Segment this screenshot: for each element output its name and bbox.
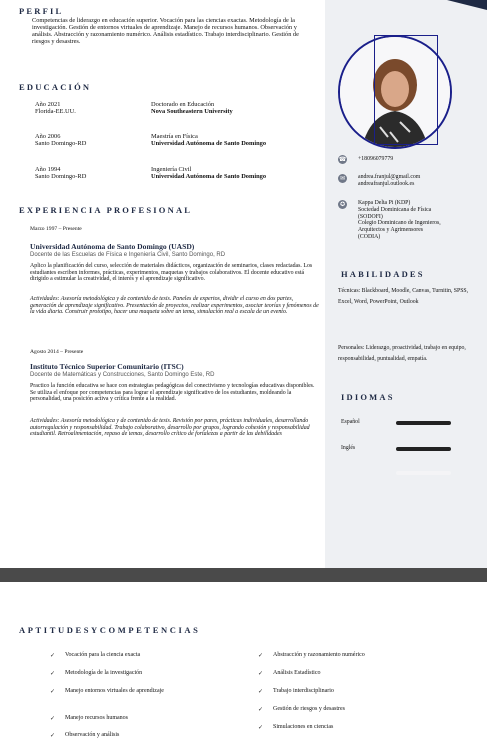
edu-place: Santo Domingo-RD [35, 140, 87, 148]
org-line: Colegio Dominicano de Ingenieros, [358, 220, 441, 227]
organization-icon: ✪ [339, 201, 346, 208]
edu-year: Año 2006 [35, 133, 61, 140]
skills-technical: Técnicas: Blackboard, Moodle, Canvas, Turnitin, SPSS, Excel, Word, PowerPoint, Outlook [338, 288, 469, 305]
cv-page-2: APTITUDESYCOMPETENCIAS ✓ Vocación para la ciencia exacta ✓ Metodología de la investigación ✓ Manejo entornos virtuales de aprendizaje ✓ Manejo recursos humanos ✓ Observación y análisis ✓ Abstracción y razonamiento numérico ✓ Análisis Estadístico ✓ Trabajo interdisciplinario ✓ Gestión de riesgos y desastres ✓ Simulaciones en ciencias [0, 582, 487, 745]
habilidades-heading: HABILIDADES [341, 269, 425, 279]
email-icon: ✉ [339, 175, 346, 182]
photo-frame [374, 35, 438, 145]
org-line: Arquitectos y Agrimensores [358, 227, 424, 234]
exp-org: Instituto Técnico Superior Comunitario (ITSC) [30, 362, 184, 371]
org-line: (CODIA) [358, 233, 381, 240]
language-level-bar [396, 447, 451, 451]
check-icon: ✓ [50, 732, 56, 739]
check-icon: ✓ [50, 670, 56, 677]
educacion-heading: EDUCACIÓN [19, 82, 92, 92]
edu-year: Año 1994 [35, 166, 61, 173]
skills-personal: Personales: Liderazgo, proactividad, trabajo en equipo, responsabilidad, puntualidad, empatía. [338, 345, 466, 362]
exp-date: Marzo 1997 – Presente [30, 226, 82, 232]
edu-year: Año 2021 [35, 101, 61, 108]
phone-text: +18096079779 [358, 156, 394, 162]
email-secondary[interactable]: andreafranjul.outlook.es [358, 180, 415, 187]
check-icon: ✓ [258, 670, 264, 677]
edu-school: Universidad Autónoma de Santo Domingo [151, 173, 267, 181]
check-icon: ✓ [258, 652, 264, 659]
edu-degree: Doctorado en Educación [151, 101, 215, 108]
check-icon: ✓ [258, 706, 264, 713]
phone-icon: ☎ [338, 156, 347, 163]
language-level-bar [396, 471, 451, 475]
exp-description: Practico la función educativa se hace con estrategias pedagógicas del conectivismo y tecnologías educativas disponibles. Se utiliza el enfoque por competencias para lograr el aprendizaje significativo de los estudiantes, moldeando la personalidad, una posición activa y crítica frente a la realidad. [30, 383, 315, 403]
org-line: Sociedad Dominicana de Física [358, 206, 432, 213]
exp-position: Docente de Matemáticas y Construcciones, Santo Domingo Este, RD [30, 372, 215, 378]
exp-activities: Actividades: Asesoría metodológica y de contenido de tesis. Paneles de expertos, dividir el curso en dos partes, generación de aprendizaje significativo. Presentación de proyectos, realizar experimentos, asociar teorías y fenómenos de la vida diaria. Construir prototipo, hacer una maqueta sobre un tema, simulación real a escala de un evento. [30, 296, 319, 316]
edu-place: Florida-EE.UU. [35, 108, 76, 116]
experiencia-heading: EXPERIENCIA PROFESIONAL [19, 205, 193, 215]
edu-place: Santo Domingo-RD [35, 173, 87, 181]
exp-date: Agosto 2014 – Presente [30, 349, 84, 355]
org-line: Kappa Delta Pi (KDP) [358, 200, 411, 206]
language-level-fill [396, 447, 451, 451]
exp-position: Docente de las Escuelas de Física e Ingeniería Civil, Santo Domingo, RD [30, 252, 226, 258]
language-level-bar [396, 421, 451, 425]
check-icon: ✓ [258, 688, 264, 695]
email-primary[interactable]: andrea.franjul@gmail.com [358, 174, 421, 180]
edu-degree: Ingeniería Civil [151, 166, 192, 173]
perfil-heading: PERFIL [19, 6, 64, 16]
edu-school: Universidad Autónoma de Santo Domingo [151, 140, 267, 148]
language-name: Inglés [341, 445, 356, 451]
exp-org: Universidad Autónoma de Santo Domingo (UASD) [30, 242, 195, 251]
check-icon: ✓ [50, 715, 56, 722]
check-icon: ✓ [258, 724, 264, 731]
corner-decoration [447, 0, 487, 10]
language-level-fill [396, 421, 451, 425]
exp-activities: Actividades: Asesoría metodológica y de contenido de tesis. Revisión por pares, prácticas individuales, desarrollando autorregulación y responsabilidad. Trabajo colaborativo, desarrollo por grupos, logrando cohesión y responsabilidad estudiantil. Retroalimentación, repaso de temas, desarrollo crítico de fortalezas a partir de las debilidades [30, 418, 310, 438]
page-separator [0, 568, 487, 582]
edu-school: Nova Southeastern University [151, 108, 233, 116]
check-icon: ✓ [50, 688, 56, 695]
edu-degree: Maestría en Física [151, 133, 198, 140]
org-line: (SODOFI) [358, 213, 383, 220]
idiomas-heading: IDIOMAS [341, 392, 395, 402]
language-name: Español [341, 419, 360, 425]
aptitudes-heading: APTITUDESYCOMPETENCIAS [19, 625, 201, 635]
exp-description: Aplico la planificación del curso, selección de materiales didácticos, organización de seminarios, clases redactadas. Los estudiantes escriben informes, prácticas, experimentos, maquetas y trabajos colaborativos. El docente educativo está dirigido a estimular la creatividad, el interés y el aprendizaje significativo. [30, 263, 313, 283]
perfil-text: Competencias de liderazgo en educación superior. Vocación para las ciencias exactas. Metodología de la investigación. Gestión de entornos virtuales de aprendizaje. Manejo de recursos humanos. Observación y análisis. Abstracción y razonamiento numérico. Análisis estadístico. Trabajo interdisciplinario. Gestión de riesgos y desastres. [32, 17, 299, 45]
check-icon: ✓ [50, 652, 56, 659]
